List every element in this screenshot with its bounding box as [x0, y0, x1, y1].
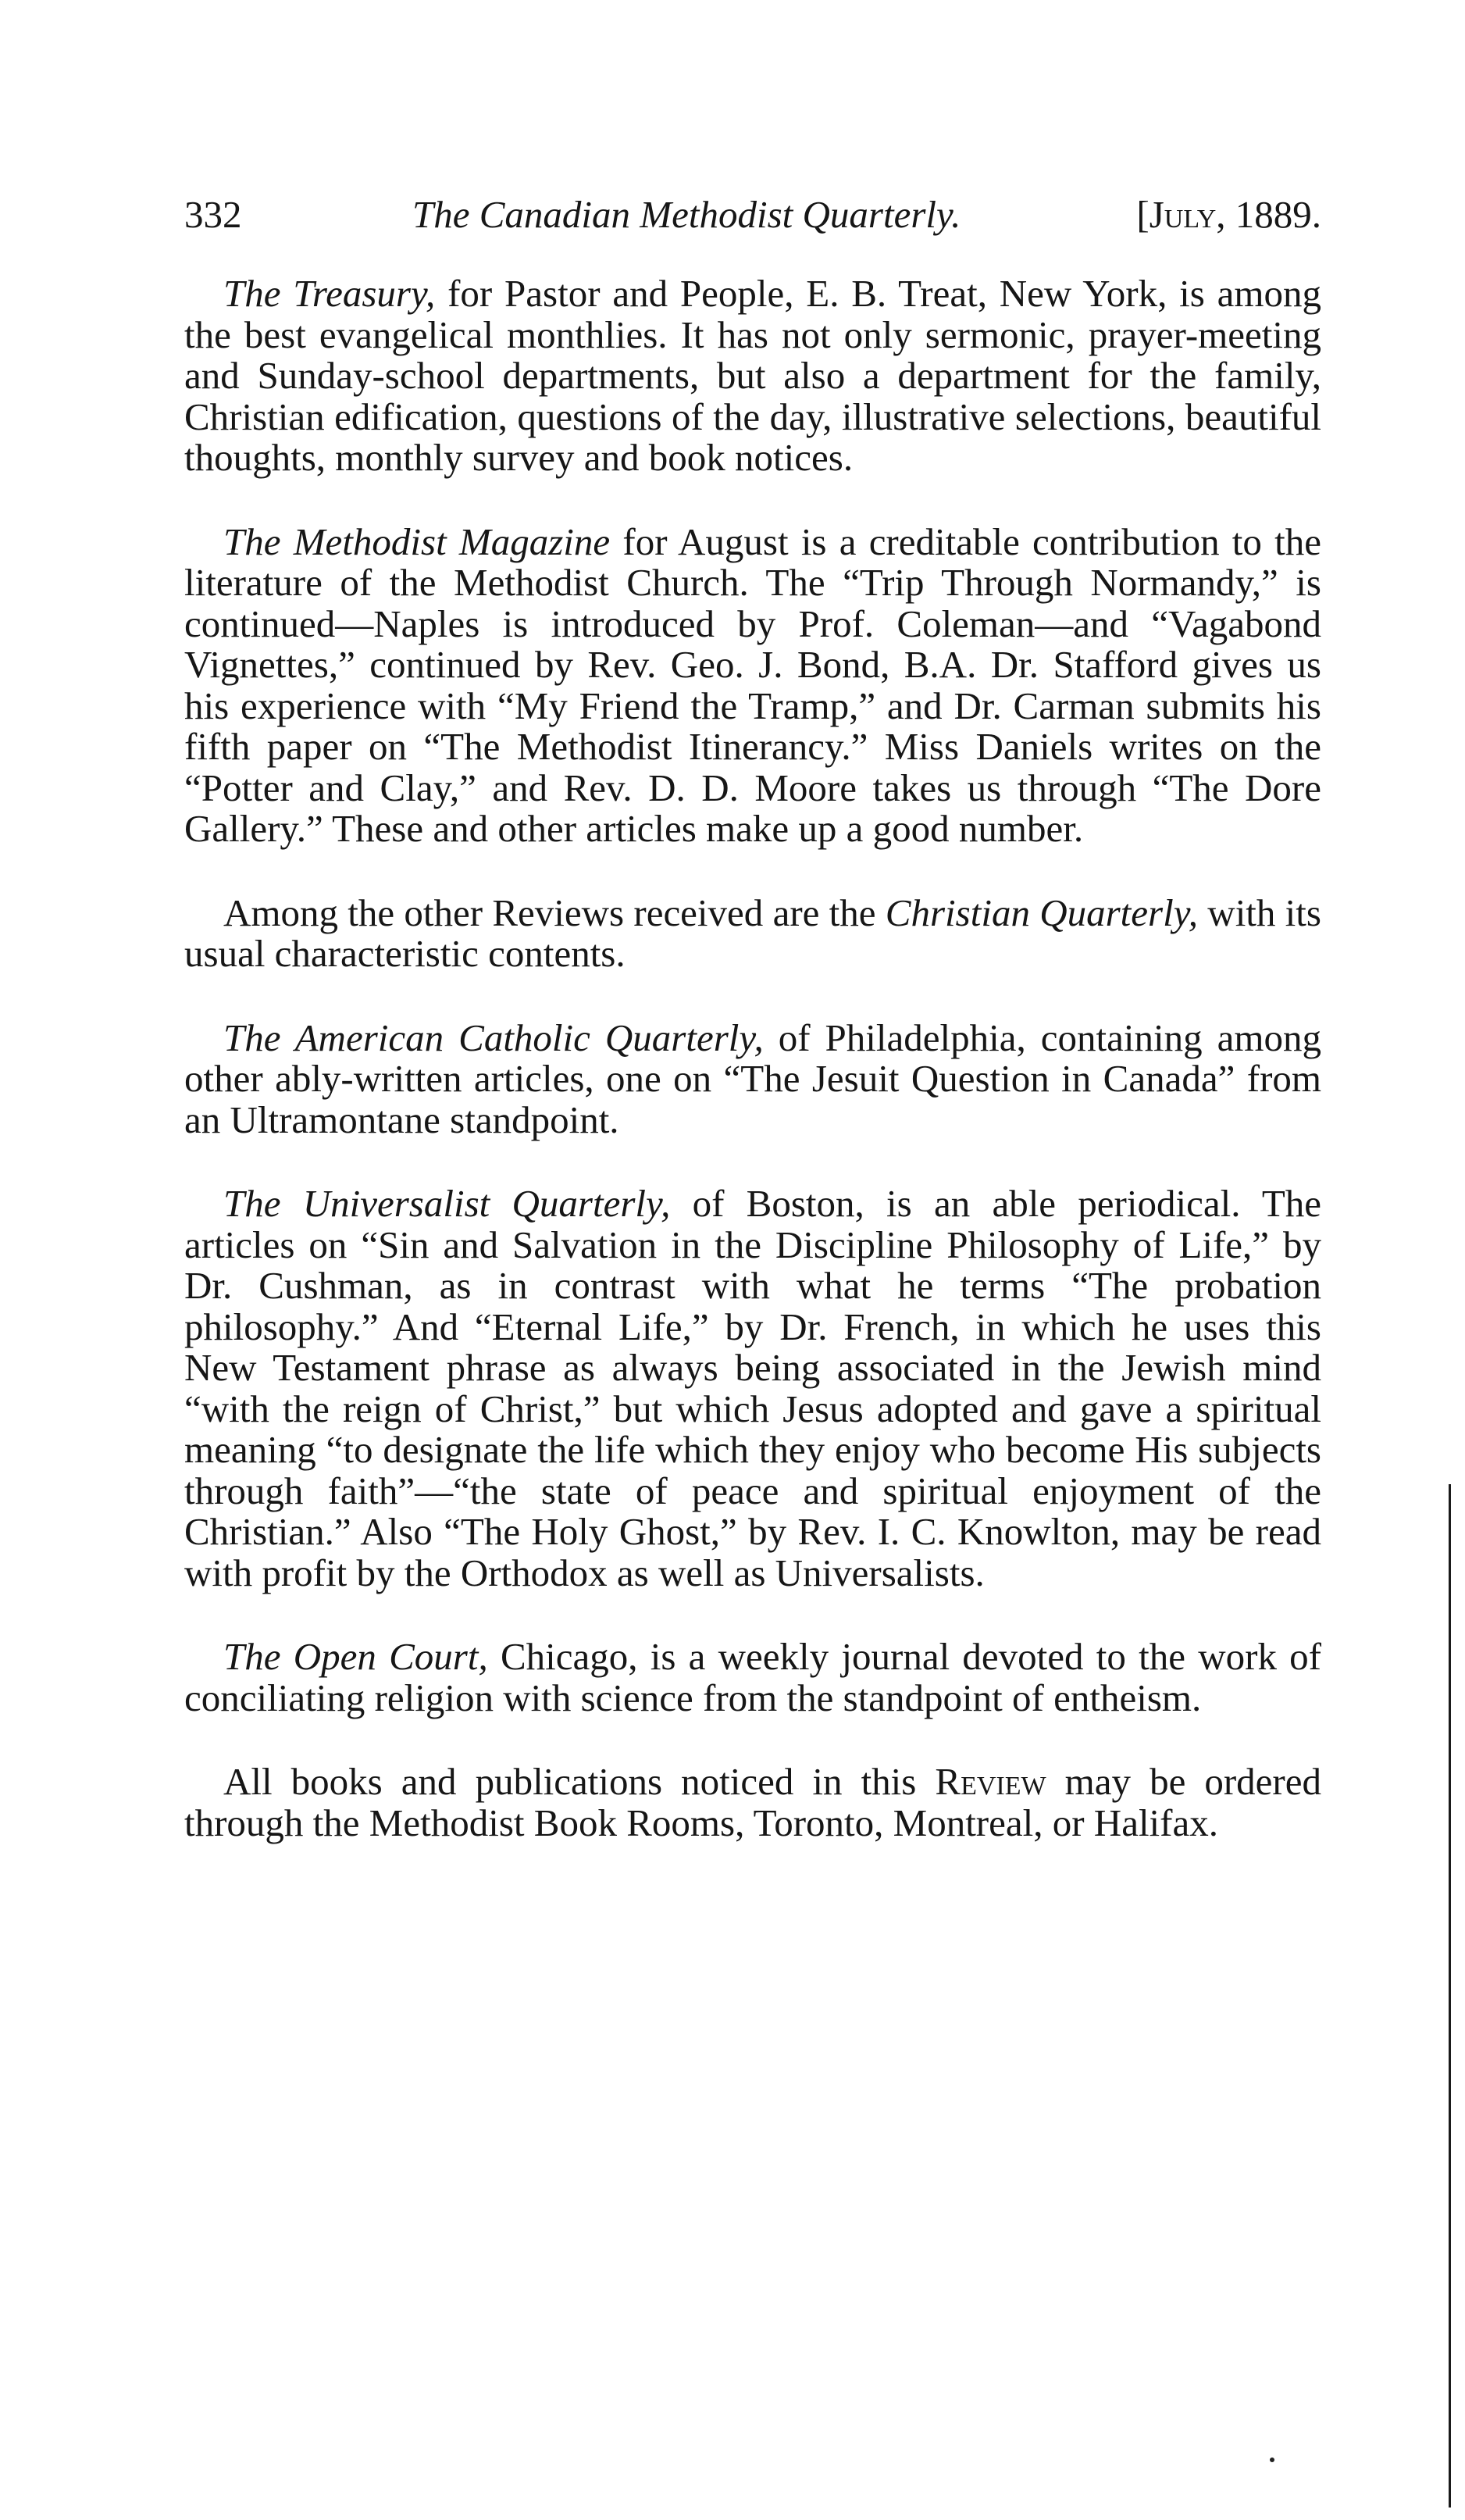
issue-date: [ July, 1889.	[1136, 187, 1321, 242]
publication-title: The Open Court,	[223, 1635, 488, 1678]
paragraph-ordering-note	[184, 1762, 1321, 1844]
publication-title: The American Catholic Quarterly,	[223, 1015, 764, 1059]
paragraph-open-court	[184, 1637, 1321, 1719]
paragraph-text: with its usual characteristic contents.	[184, 891, 1321, 975]
paragraph-text: of Boston, is an able periodical. The articles on “Sin and Salvation in the Discipline Philosophy of Life,” by Dr. Cushman, as in contrast with what he terms “The probation philosophy.” And “Eternal Life,” by Dr. French, in which he uses this New Testament phrase as always being associated in the Jewish mind “with the reign of Christ,” but which Jesus adopted and gave a spiritual meaning “to designate the life which they enjoy who become His subjects through faith”—“the state of peace and spiritual enjoyment of the Christian.” Also “The Holy Ghost,” by Rev. I. C. Knowlton, may be read with profit by the Orthodox as well as Universalists.	[184, 1182, 1321, 1594]
running-head	[184, 187, 1321, 242]
publication-title: The Treasury,	[223, 272, 436, 315]
scan-edge-line	[1449, 1484, 1451, 2508]
paragraph-text: Chicago, is a weekly journal devoted to the work of conciliating religion with science from the standpoint of entheism.	[184, 1635, 1322, 1719]
paragraph-christian-quarterly	[184, 893, 1321, 975]
publication-title: Christian Quarterly,	[885, 891, 1199, 934]
paragraph-text: for August is a creditable contribution to the literature of the Methodist Church. The “Trip Through Normandy,” is continued—Naples is introduced by Prof. Coleman—and “Vagabond Vignettes,” continued by Rev. Geo. J. Bond, B.A. Dr. Stafford gives us his experience with “My Friend the Tramp,” and Dr. Carman submits his fifth paper on “The Methodist Itinerancy.” Miss Daniels writes on the “Potter and Clay,” and Rev. D. D. Moore takes us through “The Dore Gallery.” These and other articles make up a good number.	[184, 519, 1321, 850]
paragraph-universalist-quarterly	[184, 1183, 1321, 1594]
scan-speck	[1270, 2458, 1274, 2462]
book-notices	[184, 273, 1321, 1844]
publication-title: The Universalist Quarterly,	[223, 1182, 671, 1225]
publication-title: The Methodist Magazine	[223, 519, 611, 563]
paragraph-american-catholic-quarterly	[184, 1015, 1321, 1141]
paragraph-text: of Philadelphia, containing among other ably-written articles, one on “The Jesuit Question in Canada” from an Ultramontane standpoint.	[184, 1015, 1321, 1141]
paragraph-lead: Among the other Reviews received are the	[223, 891, 886, 934]
paragraph-text: may be ordered through the Methodist Book Rooms, Toronto, Montreal, or Halifax.	[184, 1760, 1321, 1844]
page-number: 332	[184, 193, 242, 236]
paragraph-treasury	[184, 273, 1321, 479]
review-small-caps: Review	[935, 1760, 1046, 1803]
paragraph-text: for Pastor and People, E. B. Treat, New York, is among the best evangelical monthlies. It has not only sermonic, prayer-meeting and Sunday-school departments, but also a department for the family, Christian edification, questions of the day, illustrative selections, beautiful thoughts, monthly survey and book notices.	[184, 272, 1321, 479]
journal-title: The Canadian Methodist Quarterly.	[412, 193, 961, 236]
paragraph-methodist-magazine	[184, 519, 1321, 850]
paragraph-lead: All books and publications noticed in this	[223, 1760, 936, 1803]
